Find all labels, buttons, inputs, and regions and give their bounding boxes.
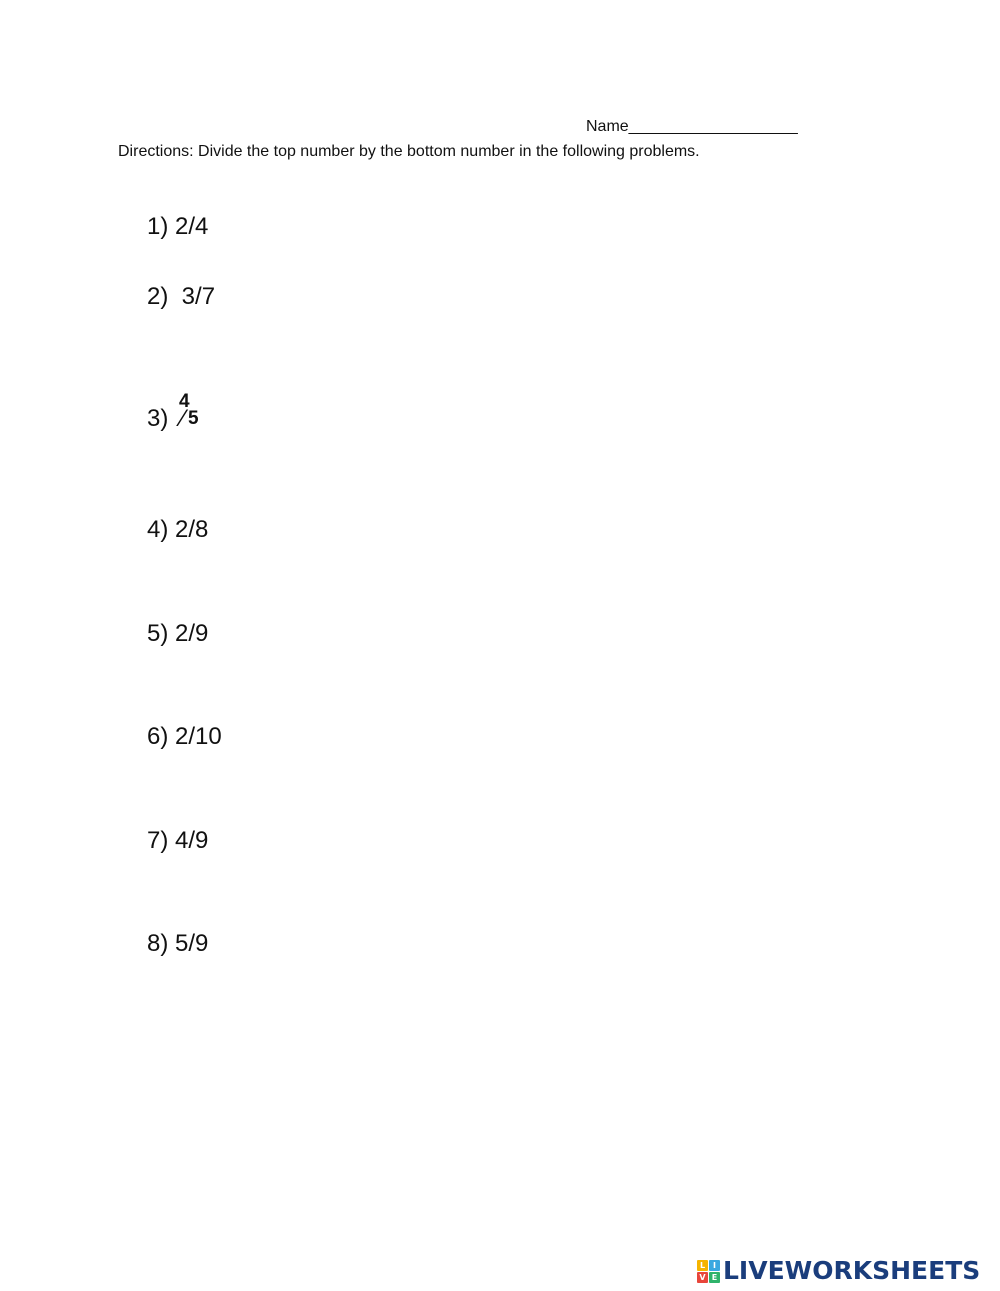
problem-2: 2) 3/7 [147, 283, 216, 310]
problem-7: 7) 4/9 [147, 827, 209, 854]
name-field-label: Name___________________ [586, 118, 798, 135]
directions-text: Directions: Divide the top number by the bottom number in the following problems. [118, 143, 700, 160]
fraction-glyph [175, 391, 201, 433]
logo-badge-letter: I [709, 1260, 720, 1271]
problem-1: 1) 2/4 [147, 213, 209, 240]
fraction-slash: ⁄ [181, 405, 186, 432]
problem-8: 8) 5/9 [147, 930, 209, 957]
problem-3 [147, 391, 201, 433]
fraction-numerator: 4 [179, 391, 190, 412]
problem-5: 5) 2/9 [147, 620, 209, 647]
logo-badge-icon [697, 1260, 720, 1283]
logo-text: LIVEWORKSHEETS [723, 1256, 981, 1285]
problem-4: 4) 2/8 [147, 516, 209, 543]
logo-badge-letter: E [709, 1272, 720, 1283]
problem-3-prefix: 3) [147, 405, 176, 432]
fraction-denominator: 5 [188, 408, 199, 429]
problem-6: 6) 2/10 [147, 723, 222, 750]
logo-badge-letter: L [697, 1260, 708, 1271]
logo-badge-letter: V [697, 1272, 708, 1283]
liveworksheets-logo [697, 1258, 980, 1284]
